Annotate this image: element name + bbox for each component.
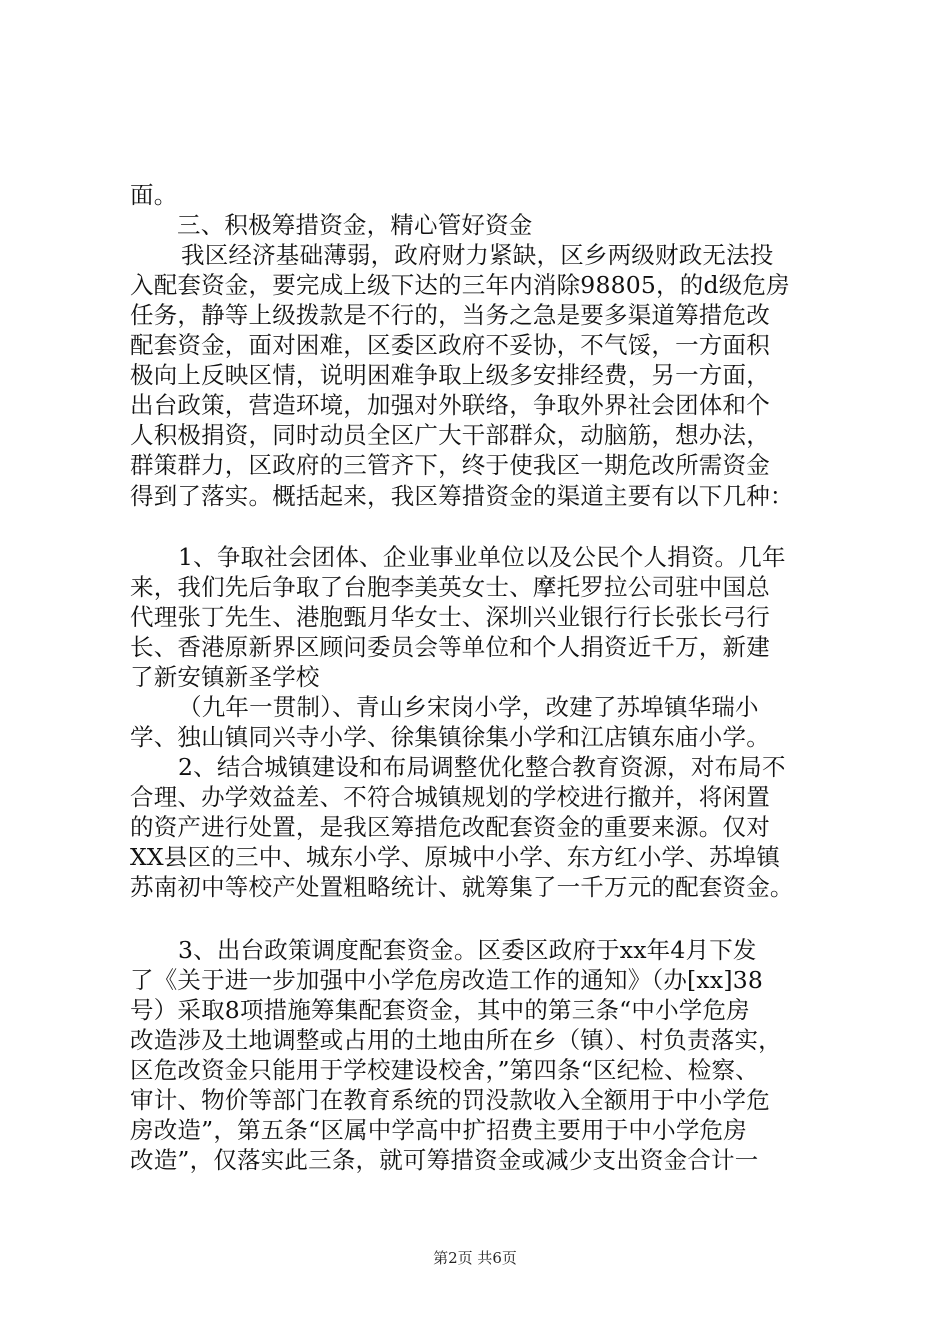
text-line: 改造”，仅落实此三条，就可筹措资金或减少支出资金合计一 [130, 1146, 759, 1174]
text-line: XX县区的三中、城东小学、原城中小学、东方红小学、苏埠镇 [130, 843, 781, 871]
page-number: 第2页 共6页 [433, 1249, 517, 1267]
text-line: 人积极捐资，同时动员全区广大干部群众，动脑筋，想办法， [130, 421, 770, 449]
text-line: 房改造”，第五条“区属中学高中扩招费主要用于中小学危房 [130, 1116, 747, 1144]
text-line: 任务，静等上级拨款是不行的，当务之急是要多渠道筹措危改 [130, 301, 770, 329]
text-line: 长、香港原新界区顾问委员会等单位和个人捐资近千万，新建 [130, 633, 770, 661]
text-line: 改造涉及土地调整或占用的土地由所在乡（镇）、村负责落实， [130, 1026, 782, 1054]
text-line: 1、争取社会团体、企业事业单位以及公民个人捐资。几年 [178, 543, 786, 571]
text-line: 代理张丁先生、港胞甄月华女士、深圳兴业银行行长张长弓行 [130, 603, 770, 631]
text-line: 的资产进行处置，是我区筹措危改配套资金的重要来源。仅对 [130, 813, 770, 841]
text-line: 区危改资金只能用于学校建设校舍，”第四条“区纪检、检察、 [130, 1056, 759, 1084]
text-line: 合理、办学效益差、不符合城镇规划的学校进行撤并，将闲置 [130, 783, 770, 811]
text-line: 面。 [130, 181, 178, 209]
text-line: 入配套资金，要完成上级下达的三年内消除98805，的d级危房 [130, 271, 790, 299]
text-line: 学、独山镇同兴寺小学、徐集镇徐集小学和江店镇东庙小学。 [130, 723, 770, 751]
text-line: 审计、物价等部门在教育系统的罚没款收入全额用于中小学危 [130, 1086, 770, 1114]
text-line: 得到了落实。概括起来，我区筹措资金的渠道主要有以下几种： [130, 482, 794, 510]
text-line: 苏南初中等校产处置粗略统计、就筹集了一千万元的配套资金。 [130, 873, 794, 901]
text-line: （九年一贯制）、青山乡宋岗小学，改建了苏埠镇华瑞小 [178, 693, 759, 721]
text-line: 我区经济基础薄弱，政府财力紧缺，区乡两级财政无法投 [181, 241, 774, 269]
text-line: 出台政策，营造环境，加强对外联络，争取外界社会团体和个 [130, 391, 770, 419]
text-line: 了《关于进一步加强中小学危房改造工作的通知》（办[xx]38 [130, 966, 763, 994]
text-line: 2、结合城镇建设和布局调整优化整合教育资源，对布局不 [178, 753, 786, 781]
text-line: 来，我们先后争取了台胞李美英女士、摩托罗拉公司驻中国总 [130, 573, 770, 601]
text-line: 配套资金，面对困难，区委区政府不妥协，不气馁，一方面积 [130, 331, 770, 359]
section-heading: 三、积极筹措资金，精心管好资金 [177, 211, 533, 239]
text-line: 3、出台政策调度配套资金。区委区政府于xx年4月下发 [178, 936, 757, 964]
text-line: 号）采取8项措施筹集配套资金，其中的第三条“中小学危房 [130, 996, 750, 1024]
text-line: 了新安镇新圣学校 [130, 663, 320, 691]
text-line: 极向上反映区情，说明困难争取上级多安排经费，另一方面， [130, 361, 770, 389]
text-line: 群策群力，区政府的三管齐下，终于使我区一期危改所需资金 [130, 451, 770, 479]
